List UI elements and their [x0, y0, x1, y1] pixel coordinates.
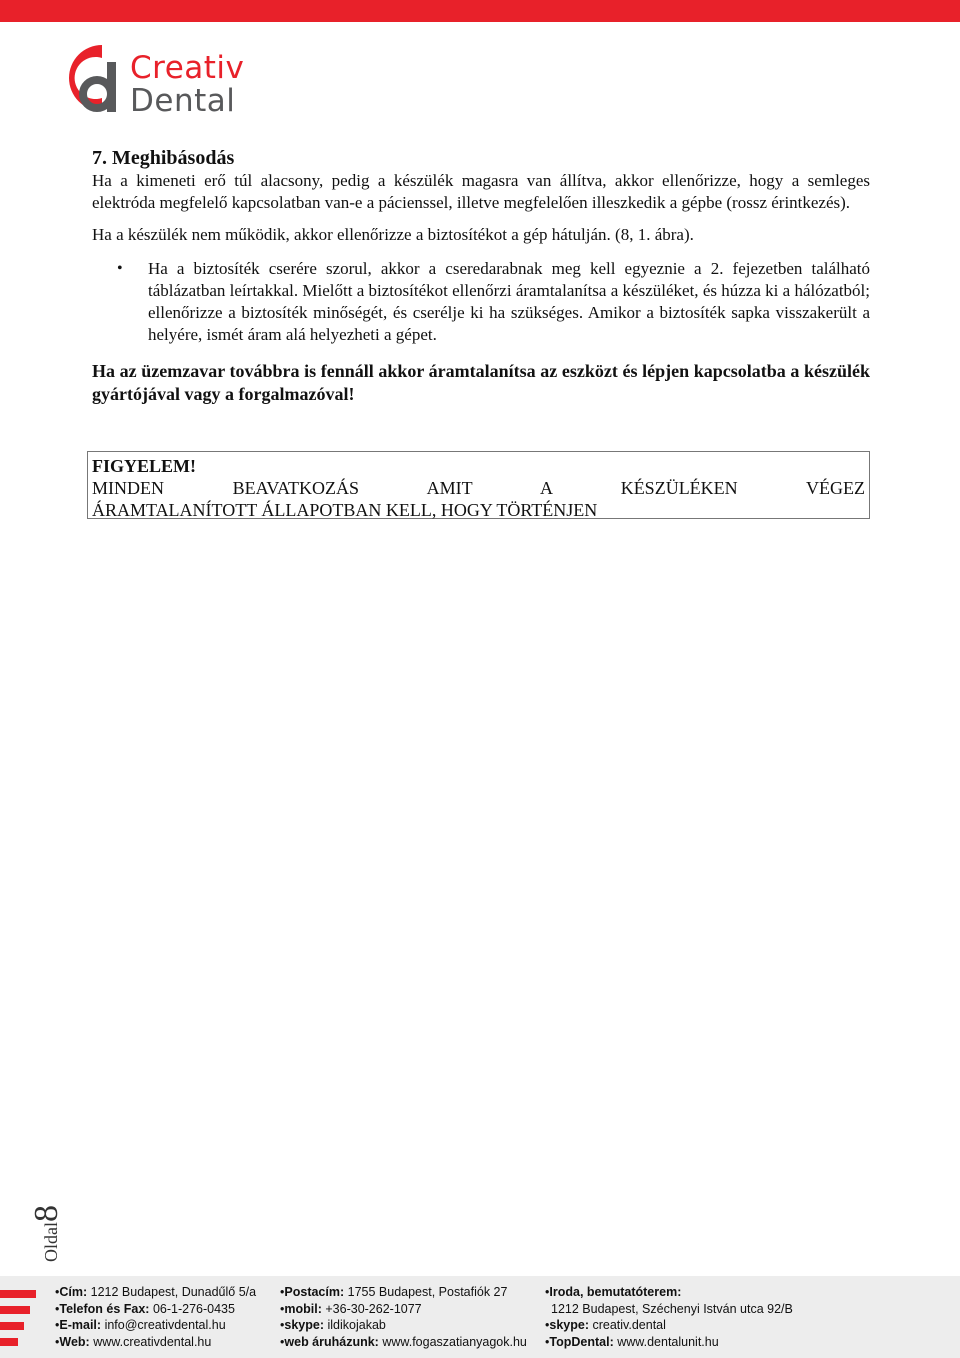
- footer-stripe: [0, 1338, 18, 1346]
- footer-column-contact: [55, 1284, 256, 1350]
- footer-item-office-address: 1212 Budapest, Széchenyi István utca 92/B: [551, 1301, 793, 1316]
- top-accent-bar: [0, 0, 960, 22]
- footer-item-office-skype: •skype: creativ.dental: [545, 1318, 666, 1332]
- contact-manufacturer-note: Ha az üzemzavar továbbra is fennáll akkor áramtalanítsa az eszközt és lépjen kapcsolatba a készülék gyártójával vagy a forgalmazóval!: [92, 361, 870, 404]
- page-number: [28, 1205, 66, 1262]
- footer-column-office: [545, 1284, 793, 1350]
- logo-text-dental: Dental: [130, 83, 236, 119]
- footer-stripe: [0, 1290, 36, 1298]
- warning-line-2: ÁRAMTALANÍTOTT ÁLLAPOTBAN KELL, HOGY TÖRTÉNJEN: [92, 500, 598, 520]
- logo-text-creativ: Creativ: [130, 50, 245, 86]
- page-number-value: 8: [28, 1205, 65, 1222]
- paragraph-output-check: Ha a kimeneti erő túl alacsony, pedig a készülék magasra van állítva, akkor ellenőrizze, hogy a semleges elektróda megfelelő kapcsolatban van-e a pácienssel, illetve megfelelően illeszkedik a gépbe (rossz érintkezés).: [92, 171, 870, 212]
- bullet-icon: •: [117, 260, 123, 277]
- footer-stripe: [0, 1322, 24, 1330]
- footer-item-web: •Web: www.creativdental.hu: [55, 1334, 212, 1349]
- footer-item-postal: •Postacím: 1755 Budapest, Postafiók 27: [280, 1285, 508, 1299]
- footer-item-phone: •Telefon és Fax: 06-1-276-0435: [55, 1301, 235, 1316]
- creativ-dental-logo: [52, 36, 252, 120]
- bullet-item-fuse-replacement: [92, 258, 870, 346]
- bullet-text: Ha a biztosíték cserére szorul, akkor a cseredarabnak meg kell egyeznie a 2. fejezetben található táblázatban leírtakkal. Mielőtt a biztosítékot ellenőrzi áramtalanítsa a készüléket, és húzza ki a hálózatból; ellenőrizze a biztosíték minőségét, és cserélje ki ha szükséges. Amikor a biztosíték sapka visszakerült a helyére, ismét áram alá helyezheti a gépet.: [148, 259, 870, 344]
- footer-column-postal: [280, 1284, 527, 1350]
- warning-line-1: MINDEN BEAVATKOZÁS AMIT A KÉSZÜLÉKEN VÉGEZ: [92, 478, 865, 498]
- logo-mark-icon: [52, 36, 132, 120]
- section-heading: 7. Meghibásodás: [92, 147, 235, 169]
- footer-item-office-heading: •Iroda, bemutatóterem:: [545, 1285, 682, 1299]
- section-content: [92, 146, 870, 406]
- paragraph-fuse-check: Ha a készülék nem működik, akkor ellenőrizze a biztosítékot a gép hátulján. (8, 1. ábra).: [92, 225, 694, 244]
- page-label: Oldal: [41, 1222, 61, 1262]
- footer-item-email: •E-mail: info@creativdental.hu: [55, 1318, 226, 1332]
- footer-item-webshop: •web áruházunk: www.fogaszatianyagok.hu: [280, 1334, 527, 1349]
- warning-title: FIGYELEM!: [92, 456, 197, 476]
- footer-stripe: [0, 1306, 30, 1314]
- warning-box: [87, 451, 870, 519]
- footer-item-skype: •skype: ildikojakab: [280, 1318, 386, 1332]
- footer-item-address: •Cím: 1212 Budapest, Dunadűlő 5/a: [55, 1285, 257, 1299]
- footer-item-mobile: •mobil: +36-30-262-1077: [280, 1301, 422, 1316]
- footer: [0, 1276, 960, 1358]
- footer-item-topdental: •TopDental: www.dentalunit.hu: [545, 1334, 719, 1349]
